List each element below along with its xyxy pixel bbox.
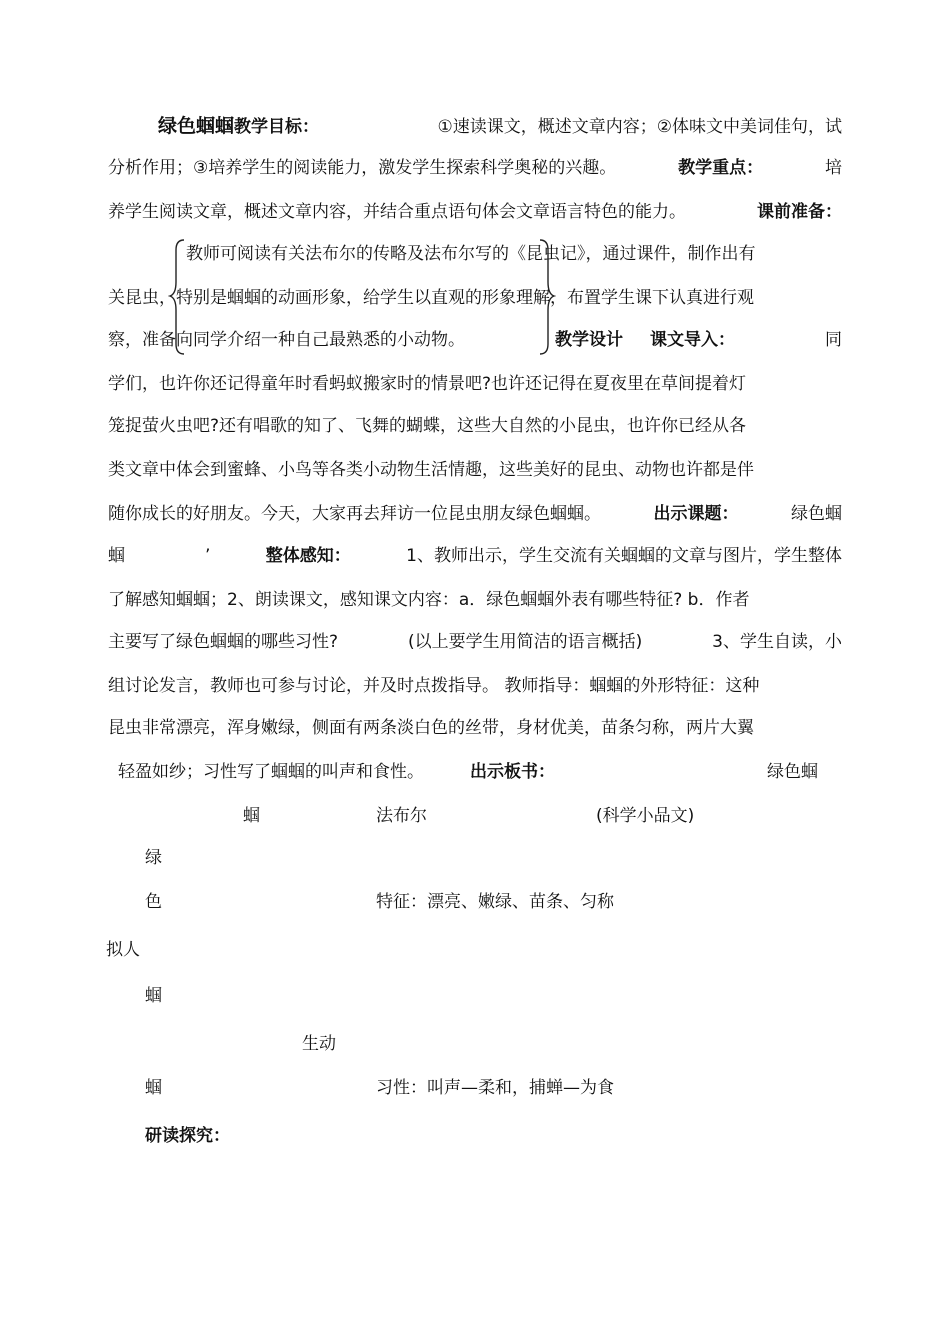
line-8-text: 笼捉萤火虫吧?还有唱歌的知了、飞舞的蝴蝶，这些大自然的小昆虫，也许你已经从各 — [108, 416, 747, 436]
section-study-explore: 研读探究： — [145, 1126, 230, 1146]
board-genre: (科学小品文) — [596, 806, 695, 826]
line-5-text: 关昆虫，特别是蝈蝈的动画形象，给学生以直观的形象理解，布置学生课下认真进行观 — [108, 288, 754, 308]
left-brace — [168, 238, 188, 358]
board-vertical-3: 蝈 — [145, 986, 162, 1006]
line-15 — [108, 718, 842, 738]
label-intro: 课文导入： — [650, 330, 736, 350]
line-14-text: 组讨论发言，教师也可参与讨论，并及时点拨指导。 教师指导：蝈蝈的外形特征：这种 — [108, 676, 760, 696]
line-16 — [118, 762, 818, 782]
line-11-text: 1、教师出示，学生交流有关蝈蝈的文章与图片，学生整体 — [406, 546, 842, 566]
label-blackboard: 出示板书： — [470, 762, 555, 782]
line-12-text: 了解感知蝈蝈；2、朗读课文，感知课文内容：a．绿色蝈蝈外表有哪些特征? b．作者 — [108, 590, 750, 610]
line-11 — [108, 546, 842, 566]
line-9 — [108, 460, 842, 480]
line-11-head: 蝈 — [108, 546, 125, 566]
line-3 — [108, 202, 842, 222]
line-1 — [108, 116, 842, 137]
right-brace — [536, 238, 556, 358]
goals-text: ①速读课文，概述文章内容；②体味文中美词佳句，试 — [437, 117, 842, 137]
line-2 — [108, 158, 842, 178]
label-key-points: 教学重点： — [678, 158, 764, 178]
line-2-tail: 培 — [825, 158, 842, 178]
lesson-title: 绿色蝈蝈 — [158, 115, 235, 137]
board-anthropomorphism: 拟人 — [106, 940, 140, 960]
line-14 — [108, 676, 842, 696]
line-12 — [108, 590, 842, 610]
board-vivid: 生动 — [302, 1034, 336, 1054]
line-15-text: 昆虫非常漂亮，浑身嫩绿，侧面有两条淡白色的丝带，身材优美，苗条匀称，两片大翼 — [108, 718, 754, 738]
line-13-text: 主要写了绿色蝈蝈的哪些习性? — [108, 632, 339, 652]
label-show-topic: 出示课题： — [653, 504, 739, 524]
line-11-mark: ’ — [205, 546, 211, 566]
label-overall-perception: 整体感知： — [265, 546, 351, 566]
board-feature: 特征：漂亮、嫩绿、苗条、匀称 — [376, 892, 614, 912]
line-7 — [108, 374, 842, 394]
line-10-text: 随你成长的好朋友。今天，大家再去拜访一位昆虫朋友绿色蝈蝈。 — [108, 504, 601, 524]
line-7-text: 学们，也许你还记得童年时看蚂蚁搬家时的情景吧?也许还记得在夏夜里在草间提着灯 — [108, 374, 747, 394]
line-13-tail: 3、学生自读，小 — [712, 632, 842, 652]
board-author: 法布尔 — [376, 806, 427, 826]
line-6-tail: 同 — [825, 330, 842, 350]
line-13-paren: (以上要学生用简洁的语言概括) — [407, 632, 643, 652]
board-vertical-4: 蝈 — [145, 1078, 162, 1098]
line-5 — [108, 288, 842, 308]
line-4-text: 教师可阅读有关法布尔的传略及法布尔写的《昆虫记》，通过课件，制作出有 — [186, 244, 756, 264]
line-6-text: 察，准备向同学介绍一种自己最熟悉的小动物。 — [108, 330, 465, 350]
line-3-text: 养学生阅读文章，概述文章内容，并结合重点语句体会文章语言特色的能力。 — [108, 202, 686, 222]
board-vertical-1: 绿 — [145, 848, 162, 868]
line-6 — [108, 330, 842, 350]
board-vertical-2: 色 — [145, 892, 162, 912]
line-2-text: 分析作用；③培养学生的阅读能力，激发学生探索科学奥秘的兴趣。 — [108, 158, 617, 178]
line-8 — [108, 416, 842, 436]
line-10-tail: 绿色蝈 — [791, 504, 842, 524]
label-teaching-goals: 教学目标： — [234, 117, 320, 137]
line-9-text: 类文章中体会到蜜蜂、小鸟等各类小动物生活情趣，这些美好的昆虫、动物也许都是伴 — [108, 460, 754, 480]
board-char-1: 蝈 — [243, 806, 260, 826]
line-16-text: 轻盈如纱；习性写了蝈蝈的叫声和食性。 — [118, 762, 424, 782]
label-preparation: 课前准备： — [757, 202, 842, 222]
line-4 — [186, 244, 842, 264]
line-13 — [108, 632, 842, 652]
label-teaching-design: 教学设计 — [554, 330, 623, 350]
line-16-tail: 绿色蝈 — [767, 762, 818, 782]
board-habit: 习性：叫声—柔和，捕蝉—为食 — [376, 1078, 614, 1098]
line-10 — [108, 504, 842, 524]
